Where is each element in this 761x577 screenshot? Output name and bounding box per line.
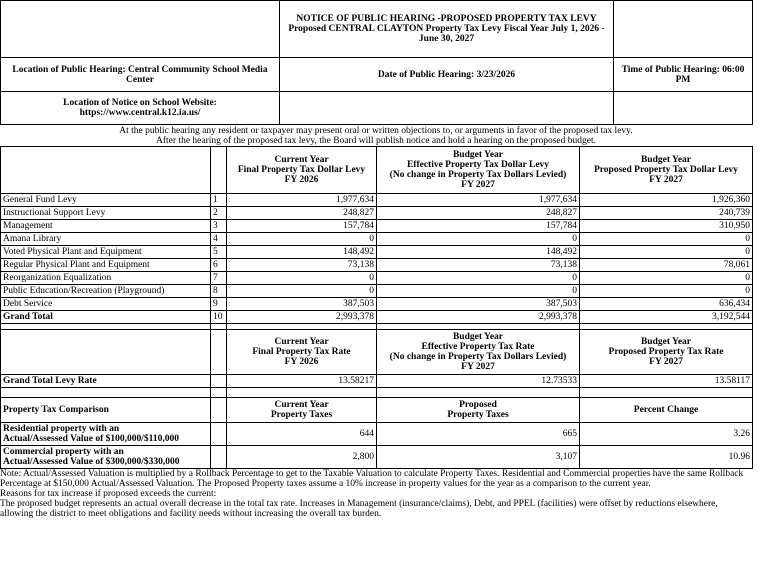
table-cell-current: 73,138 — [227, 259, 377, 272]
table-row-num: 1 — [211, 194, 227, 207]
website-blank-cell — [280, 92, 614, 125]
table-cell-proposed: 636,434 — [580, 298, 753, 311]
levy-header-proposed: Budget Year Proposed Property Tax Dollar Levy FY 2027 — [580, 147, 753, 194]
table-cell-proposed: 240,739 — [580, 207, 753, 220]
table-cell-effective: 387,503 — [377, 298, 580, 311]
rate-proposed: 13.58117 — [580, 375, 753, 388]
commercial-change: 10.96 — [580, 446, 753, 469]
table-cell-proposed: 0 — [580, 233, 753, 246]
table-row-label: Regular Physical Plant and Equipment — [1, 259, 211, 272]
grand-total-effective: 2,993,378 — [377, 311, 580, 324]
table-row-label: Reorganization Equalization — [1, 272, 211, 285]
spacer-cell — [227, 388, 377, 398]
levy-header-num-blank — [211, 147, 227, 194]
table-row-num: 10 — [211, 311, 227, 324]
website-label: Location of Notice on School Website: — [63, 98, 217, 108]
comparison-label: Property Tax Comparison — [1, 398, 211, 423]
spacer-cell — [377, 388, 580, 398]
table-cell-effective: 1,977,634 — [377, 194, 580, 207]
table-row-label: Public Education/Recreation (Playground) — [1, 285, 211, 298]
table-cell-proposed: 0 — [580, 246, 753, 259]
website-blank-cell-right — [614, 92, 753, 125]
reasons-text: The proposed budget represents an actual overall decrease in the total tax rate. Increases in Management (insurance/claims), Debt, and PPEL (facilities) were offset by reductions elsewhere, allowing the district to meet obligations and facility needs without increasing the overall tax burden. — [0, 499, 718, 519]
website-url[interactable]: https://www.central.k12.ia.us/ — [79, 108, 201, 118]
comparison-num-blank — [211, 398, 227, 423]
residential-current: 644 — [227, 423, 377, 446]
rate-header-blank — [1, 330, 211, 375]
table-cell-effective: 248,827 — [377, 207, 580, 220]
table-cell-current: 148,492 — [227, 246, 377, 259]
notes-section — [0, 469, 752, 519]
table-cell-current: 0 — [227, 272, 377, 285]
table-cell-effective: 0 — [377, 233, 580, 246]
notice-title-line1: NOTICE OF PUBLIC HEARING -PROPOSED PROPERTY TAX LEVY — [296, 14, 597, 24]
levy-header-blank — [1, 147, 211, 194]
table-cell-current: 1,977,634 — [227, 194, 377, 207]
intro-line1: At the public hearing any resident or taxpayer may present oral or written objections to, or arguments in favor of the proposed tax levy. — [119, 126, 633, 136]
table-cell-effective: 73,138 — [377, 259, 580, 272]
residential-label-line2: Actual/Assessed Value of $100,000/$110,000 — [3, 434, 180, 444]
table-row-num: 8 — [211, 285, 227, 298]
commercial-current: 2,800 — [227, 446, 377, 469]
spacer-cell — [211, 388, 227, 398]
hearing-header-table — [0, 0, 753, 125]
rate-header-num-blank — [211, 330, 227, 375]
comparison-header-proposed: Proposed Property Taxes — [377, 398, 580, 423]
rate-header-proposed: Budget Year Proposed Property Tax Rate FY 2027 — [580, 330, 753, 375]
comparison-header-current: Current Year Property Taxes — [227, 398, 377, 423]
residential-label — [1, 423, 211, 446]
hearing-time: Time of Public Hearing: 06:00 PM — [614, 58, 753, 92]
table-cell-effective: 0 — [377, 285, 580, 298]
table-cell-proposed: 310,950 — [580, 220, 753, 233]
notice-title — [280, 1, 614, 58]
table-cell-proposed: 1,926,360 — [580, 194, 753, 207]
comparison-num-blank — [211, 423, 227, 446]
table-cell-current: 248,827 — [227, 207, 377, 220]
table-cell-current: 387,503 — [227, 298, 377, 311]
table-row-num: 2 — [211, 207, 227, 220]
table-row-label: Management — [1, 220, 211, 233]
website-location — [1, 92, 280, 125]
table-row-num: 4 — [211, 233, 227, 246]
residential-label-line1: Residential property with an — [3, 424, 120, 434]
table-row-label: General Fund Levy — [1, 194, 211, 207]
commercial-label-line2: Actual/Assessed Value of $300,000/$330,000 — [3, 457, 180, 467]
rate-effective: 12.73533 — [377, 375, 580, 388]
rate-label: Grand Total Levy Rate — [1, 375, 211, 388]
rate-num-blank — [211, 375, 227, 388]
rate-current: 13.58217 — [227, 375, 377, 388]
table-cell-current: 0 — [227, 285, 377, 298]
table-row-num: 9 — [211, 298, 227, 311]
hearing-date: Date of Public Hearing: 3/23/2026 — [280, 58, 614, 92]
hearing-intro — [0, 125, 752, 146]
residential-proposed: 665 — [377, 423, 580, 446]
header-blank-cell-right — [614, 1, 753, 58]
table-cell-effective: 0 — [377, 272, 580, 285]
commercial-proposed: 3,107 — [377, 446, 580, 469]
levy-header-effective: Budget Year Effective Property Tax Dollar Levy (No change in Property Tax Dollars Levied) FY 2027 — [377, 147, 580, 194]
header-blank-cell — [1, 1, 280, 58]
table-row-num: 6 — [211, 259, 227, 272]
rate-header-effective: Budget Year Effective Property Tax Rate (No change in Property Tax Dollars Levied) FY 2027 — [377, 330, 580, 375]
table-cell-proposed: 0 — [580, 285, 753, 298]
spacer-cell — [580, 388, 753, 398]
spacer-cell — [1, 388, 211, 398]
table-cell-effective: 157,784 — [377, 220, 580, 233]
rate-header-current: Current Year Final Property Tax Rate FY 2026 — [227, 330, 377, 375]
reasons-label: Reasons for tax increase if proposed exceeds the current: — [0, 489, 217, 499]
table-cell-current: 0 — [227, 233, 377, 246]
grand-total-current: 2,993,378 — [227, 311, 377, 324]
table-row-label: Instructional Support Levy — [1, 207, 211, 220]
grand-total-proposed: 3,192,544 — [580, 311, 753, 324]
table-row-num: 7 — [211, 272, 227, 285]
table-row-label: Debt Service — [1, 298, 211, 311]
table-row-label: Voted Physical Plant and Equipment — [1, 246, 211, 259]
comparison-num-blank — [211, 446, 227, 469]
table-cell-current: 157,784 — [227, 220, 377, 233]
grand-total-label: Grand Total — [1, 311, 211, 324]
intro-line2: After the hearing of the proposed tax levy, the Board will publish notice and hold a hearing on the proposed budget. — [156, 136, 596, 146]
table-row-num: 3 — [211, 220, 227, 233]
hearing-location: Location of Public Hearing: Central Community School Media Center — [1, 58, 280, 92]
table-cell-proposed: 78,061 — [580, 259, 753, 272]
table-cell-proposed: 0 — [580, 272, 753, 285]
commercial-label-line1: Commercial property with an — [3, 447, 124, 457]
table-row-num: 5 — [211, 246, 227, 259]
table-row-label: Amana Library — [1, 233, 211, 246]
residential-change: 3.26 — [580, 423, 753, 446]
levy-header-current: Current Year Final Property Tax Dollar Levy FY 2026 — [227, 147, 377, 194]
table-cell-effective: 148,492 — [377, 246, 580, 259]
commercial-label — [1, 446, 211, 469]
comparison-header-change: Percent Change — [580, 398, 753, 423]
levy-table — [0, 146, 753, 469]
rollback-note: Note: Actual/Assessed Valuation is multiplied by a Rollback Percentage to get to the Taxable Valuation to calculate Property Taxes. Residential and Commercial properties have the same Rollback Percentage at $150,000 Actual/Assessed Valuation. The Proposed Property taxes assume a 10% increase in property values for the year as a comparison to the current year. — [0, 469, 744, 489]
notice-title-line2: Proposed CENTRAL CLAYTON Property Tax Levy Fiscal Year July 1, 2026 - June 30, 2027 — [288, 24, 605, 44]
